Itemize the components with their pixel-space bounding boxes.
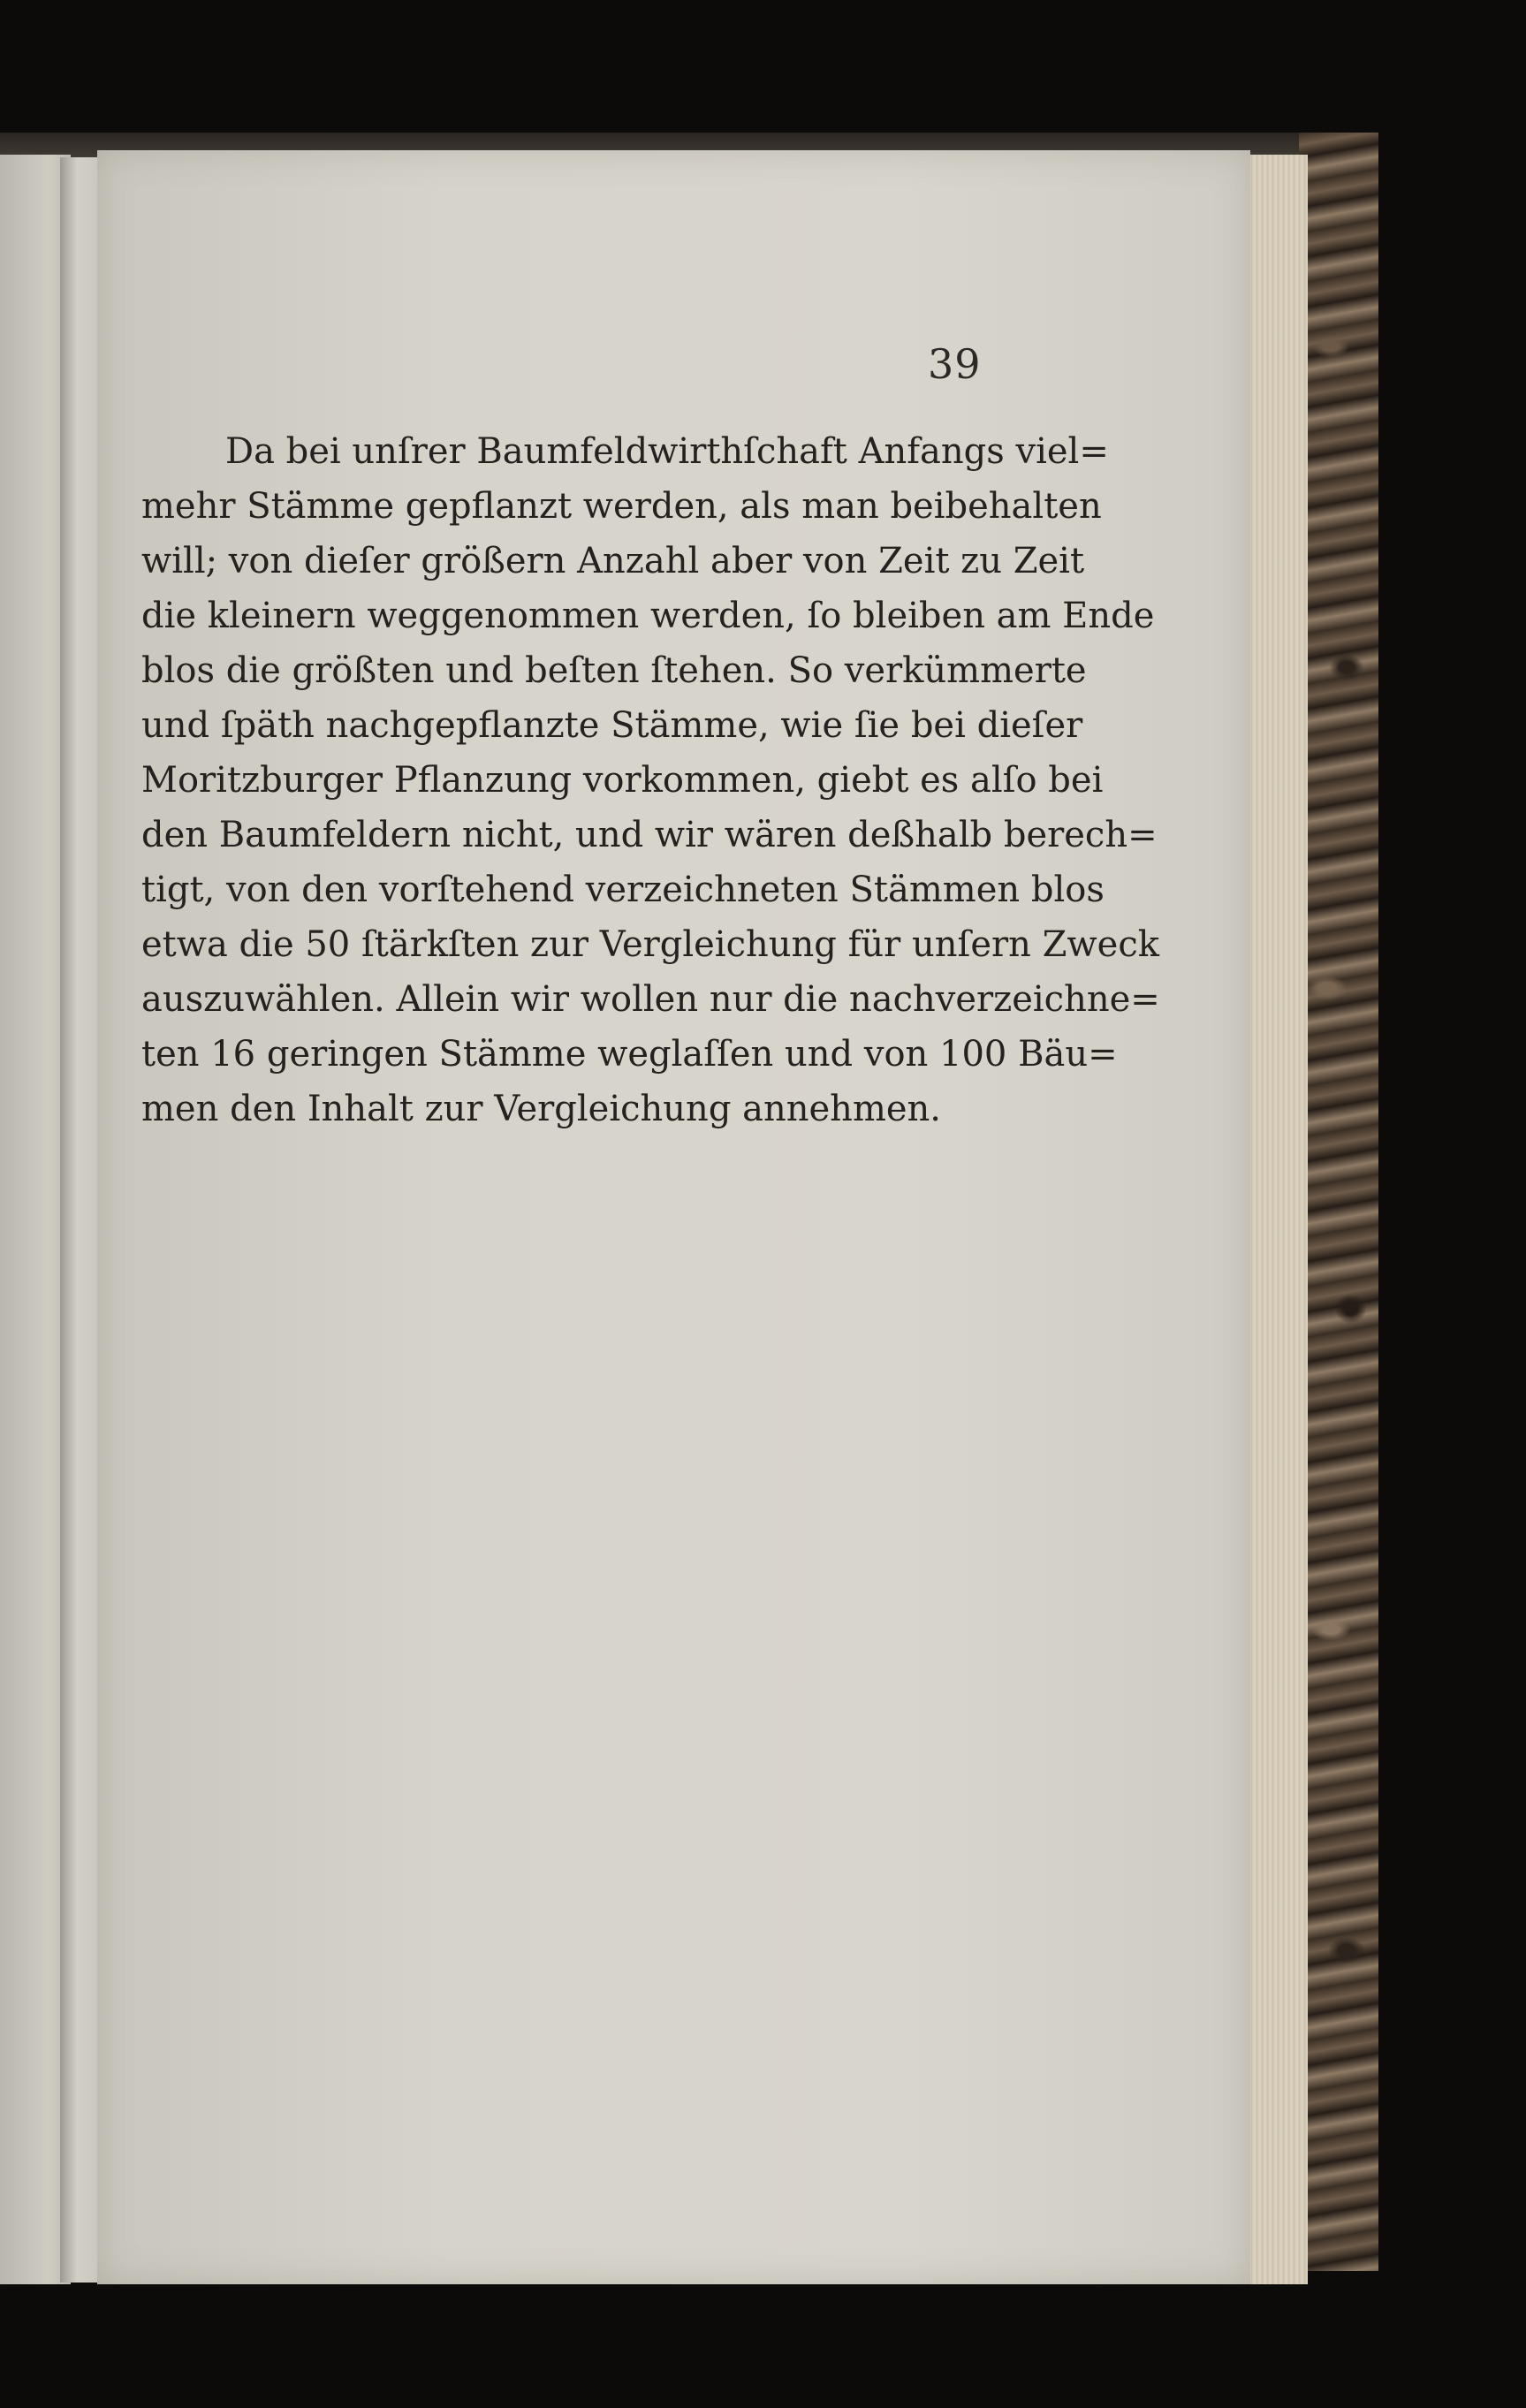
text-line: und ſpäth nachgepflanzte Stämme, wie ſie bei dieſer <box>141 705 1083 746</box>
text-line: blos die größten und beſten ſtehen. So verkümmerte <box>141 650 1087 691</box>
text-line: mehr Stämme gepflanzt werden, als man beibehalten <box>141 486 1102 527</box>
text-line: den Baumfeldern nicht, und wir wären deßhalb berech= <box>141 815 1158 855</box>
text-line: Moritzburger Pflanzung vorkommen, giebt es alſo bei <box>141 760 1104 801</box>
text-line: tigt, von den vorſtehend verzeichneten Stämmen blos <box>141 870 1105 910</box>
text-line: men den Inhalt zur Vergleichung annehmen. <box>141 1089 942 1129</box>
text-line: auszuwählen. Allein wir wollen nur die nachverzeichne= <box>141 979 1160 1020</box>
marbled-board <box>1299 133 1378 2271</box>
text-line: ten 16 geringen Stämme weglaſſen und von 100 Bäu= <box>141 1034 1118 1075</box>
page-fore-edge <box>1241 155 1308 2284</box>
text-line: Da bei unſrer Baumfeldwirthſchaft Anfangs viel= <box>225 431 1109 472</box>
book-gutter <box>60 157 102 2283</box>
text-line: will; von dieſer größern Anzahl aber von Zeit zu Zeit <box>141 541 1085 581</box>
body-text <box>141 424 1160 1136</box>
page-number: 39 <box>928 340 982 388</box>
text-line: die kleinern weggenommen werden, ſo bleiben am Ende <box>141 596 1155 636</box>
text-line: etwa die 50 ſtärkſten zur Vergleichung für unſern Zweck <box>141 924 1159 965</box>
